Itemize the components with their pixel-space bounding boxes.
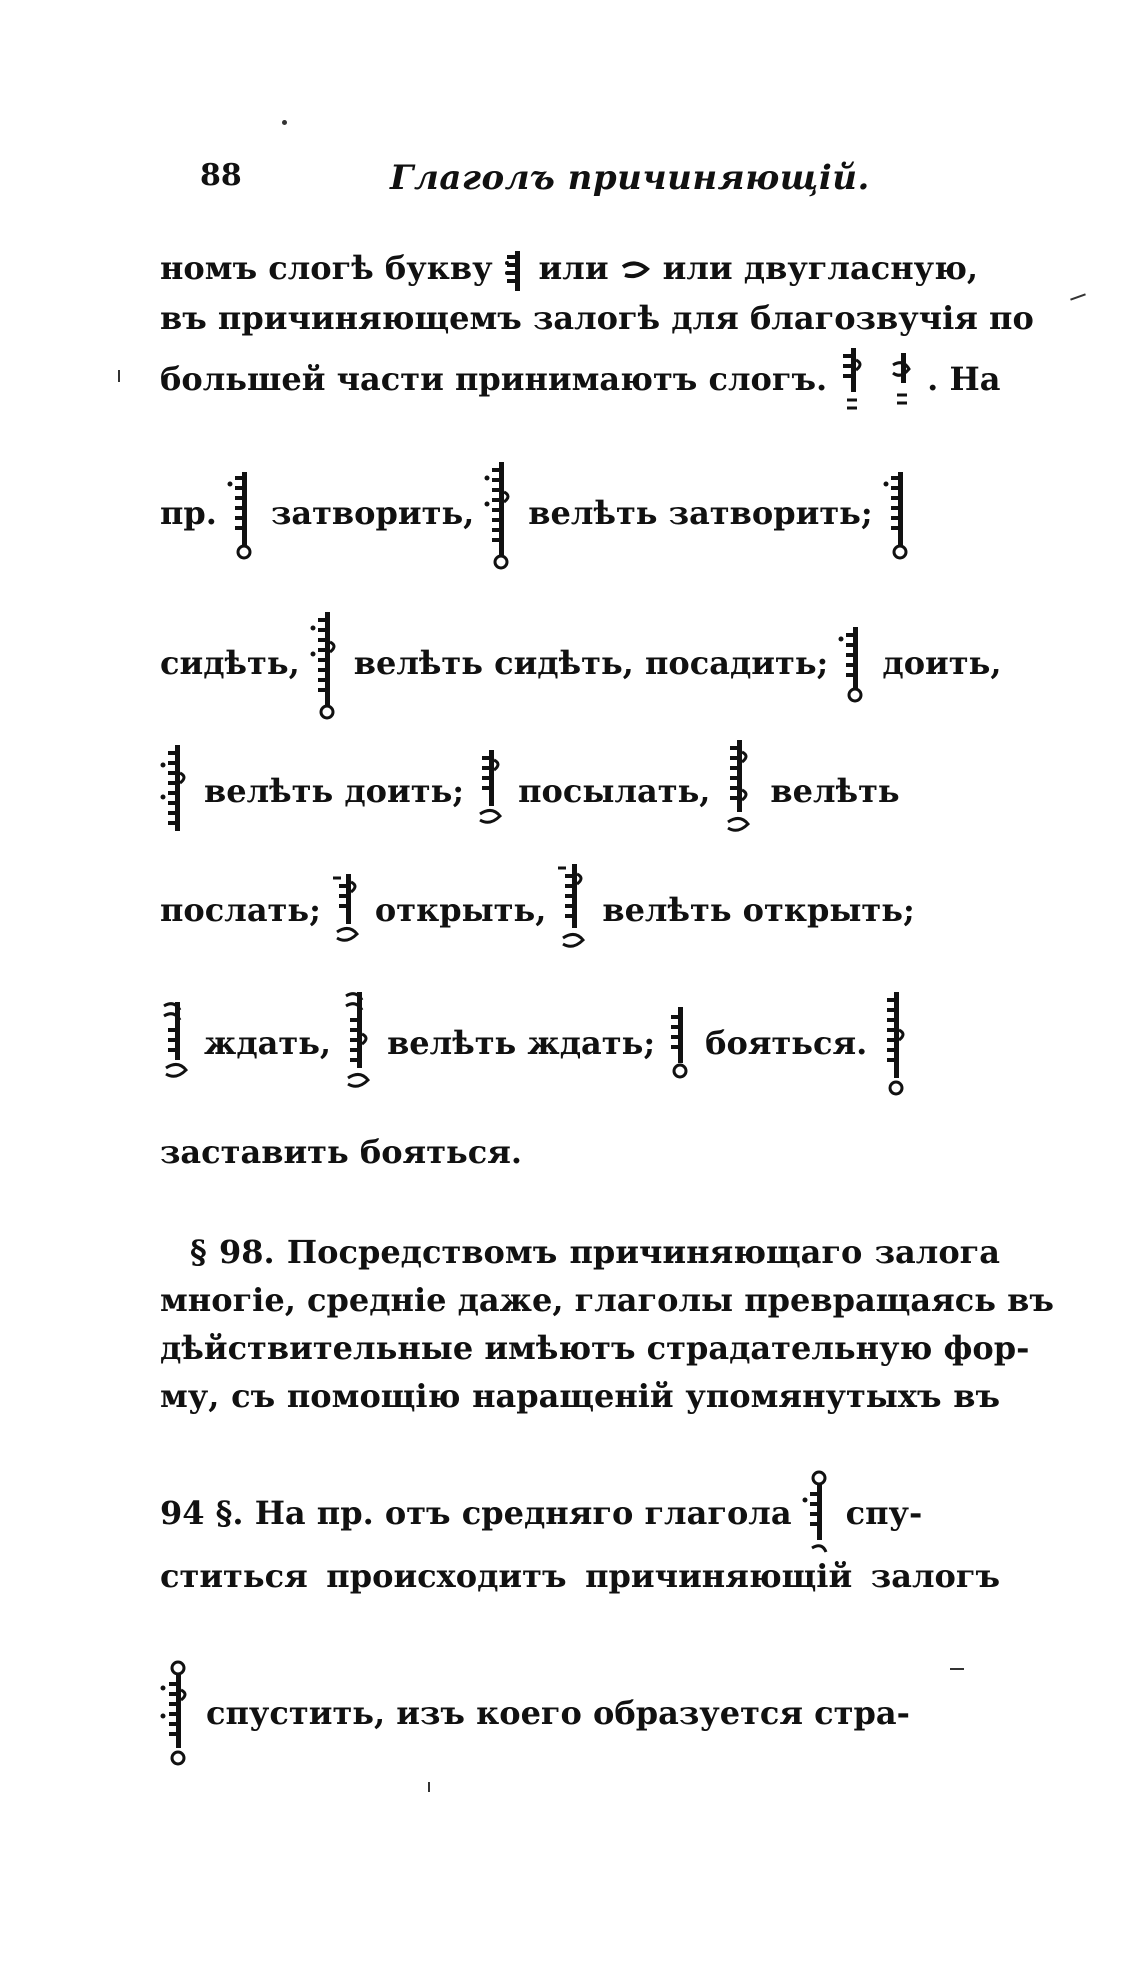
text-segment: или двугласную, bbox=[662, 249, 979, 287]
text-segment: спу- bbox=[845, 1493, 923, 1532]
text-segment: заставить бояться. bbox=[160, 1133, 522, 1171]
text-segment: дѣйствительные имѣютъ страдательную фор- bbox=[160, 1329, 1030, 1367]
mongolian-script-glyph-icon bbox=[883, 470, 917, 560]
text-segment: велѣть ждать; bbox=[387, 1023, 656, 1062]
text-segment: доить, bbox=[882, 643, 1002, 682]
text-segment: посылать, bbox=[518, 771, 711, 810]
mongolian-script-glyph-icon bbox=[474, 748, 508, 838]
text-line-2 bbox=[160, 298, 1034, 338]
text-segment: послать; bbox=[160, 890, 321, 929]
print-speck bbox=[950, 1668, 964, 1670]
print-speck bbox=[428, 1782, 430, 1792]
text-segment: § 98. Посредствомъ причиняющаго залога bbox=[190, 1233, 1000, 1271]
print-speck bbox=[118, 370, 120, 382]
text-segment: спустить, изъ коего образуется стра- bbox=[206, 1693, 910, 1732]
print-speck bbox=[1070, 293, 1086, 300]
mongolian-script-glyph-icon bbox=[838, 625, 872, 705]
text-line-3 bbox=[160, 346, 1000, 416]
text-segment: бояться. bbox=[705, 1023, 868, 1062]
text-line-6 bbox=[160, 738, 1000, 848]
page-header bbox=[200, 158, 1000, 208]
mongolian-script-glyph-icon bbox=[310, 610, 344, 720]
text-segment: велѣть доить; bbox=[204, 771, 465, 810]
text-segment: . На bbox=[927, 359, 1001, 398]
text-line-10 bbox=[190, 1232, 1000, 1272]
text-line-12 bbox=[160, 1328, 1030, 1368]
text-line-4 bbox=[160, 460, 1000, 570]
text-line-7 bbox=[160, 862, 1000, 962]
mongolian-script-glyph-icon bbox=[331, 872, 365, 952]
mongolian-script-glyph-icon bbox=[160, 743, 194, 843]
text-segment: номъ слогѣ букву bbox=[160, 249, 493, 287]
mongolian-script-glyph-icon bbox=[887, 351, 917, 411]
mongolian-script-glyph-icon bbox=[484, 460, 518, 570]
text-segment: сидѣть, bbox=[160, 643, 300, 682]
mongolian-script-glyph-icon bbox=[160, 1660, 196, 1770]
mongolian-script-glyph-icon bbox=[720, 738, 760, 848]
text-segment: пр. bbox=[160, 493, 217, 532]
text-line-14 bbox=[160, 1470, 1000, 1560]
mongolian-script-glyph-icon bbox=[341, 990, 377, 1100]
text-segment: затворить, bbox=[270, 493, 475, 532]
text-segment: большей части принимаютъ слогъ. bbox=[160, 359, 828, 398]
text-segment: ститься происходитъ причиняющій залогъ bbox=[160, 1557, 1000, 1595]
mongolian-script-glyph-icon bbox=[503, 249, 529, 293]
text-segment: му, съ помощію наращеній упомянутыхъ въ bbox=[160, 1377, 1000, 1415]
text-segment: въ причиняющемъ залогѣ для благозвучія по bbox=[160, 299, 1034, 337]
text-line-9 bbox=[160, 1132, 1000, 1172]
print-speck bbox=[282, 120, 287, 125]
text-segment: 94 §. На пр. отъ средняго глагола bbox=[160, 1493, 792, 1532]
running-title: Глаголъ причиняющій. bbox=[390, 158, 870, 198]
page-number: 88 bbox=[200, 158, 242, 193]
mongolian-script-glyph-icon bbox=[556, 862, 592, 962]
text-segment: открыть, bbox=[374, 890, 547, 929]
mongolian-script-glyph-icon bbox=[837, 346, 867, 416]
text-segment: велѣть сидѣть, посадить; bbox=[353, 643, 829, 682]
mongolian-script-glyph-icon bbox=[802, 1470, 836, 1560]
text-segment: ждать, bbox=[204, 1023, 332, 1062]
mongolian-script-glyph-icon bbox=[877, 990, 917, 1100]
text-line-16 bbox=[160, 1660, 1000, 1770]
text-line-13 bbox=[160, 1376, 1000, 1416]
mongolian-script-glyph-icon bbox=[160, 1000, 194, 1090]
text-segment: многіе, средніе даже, глаголы превращаясь въ bbox=[160, 1281, 1054, 1319]
text-line-1 bbox=[160, 248, 1000, 293]
text-segment: велѣть затворить; bbox=[528, 493, 873, 532]
text-line-5 bbox=[160, 610, 1000, 720]
mongolian-script-glyph-icon bbox=[665, 1005, 695, 1085]
text-segment: велѣть открыть; bbox=[602, 890, 915, 929]
mongolian-script-glyph-icon bbox=[619, 261, 653, 281]
text-segment: или bbox=[538, 249, 609, 287]
text-line-8 bbox=[160, 990, 1000, 1100]
text-line-15 bbox=[160, 1556, 1000, 1596]
mongolian-script-glyph-icon bbox=[227, 470, 261, 560]
text-segment: велѣть bbox=[770, 771, 900, 810]
text-line-11 bbox=[160, 1280, 1054, 1320]
